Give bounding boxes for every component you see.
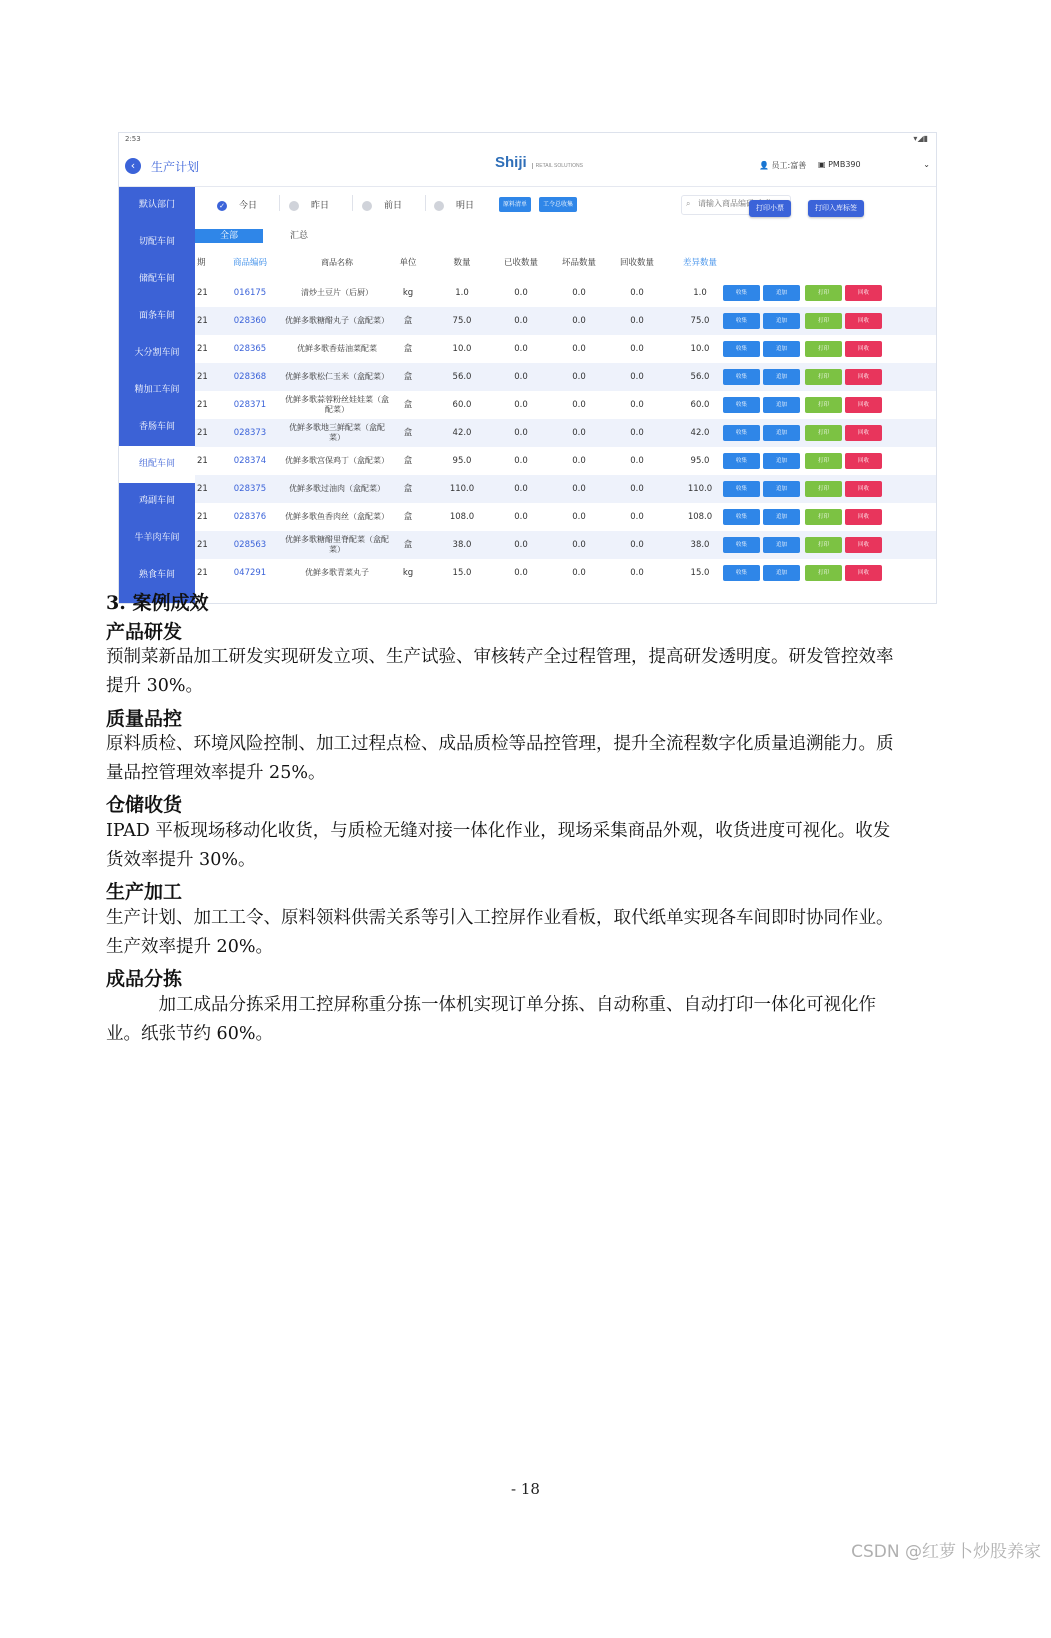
user-name: 员工:富善 bbox=[771, 161, 807, 170]
col-unit: 单位 bbox=[399, 257, 417, 268]
append-button[interactable]: 追加 bbox=[763, 481, 800, 497]
cell-qty: 10.0 bbox=[452, 343, 472, 354]
cell-name: 优鲜多歌青菜丸子 bbox=[305, 568, 369, 578]
paragraph-rd: 预制菜新品加工研发实现研发立项、生产试验、审核转产全过程管理，提高研发透明度。研发管控效率提升 30%。 bbox=[106, 647, 894, 696]
cell-date: 21 bbox=[197, 483, 208, 494]
cell-unit: 盒 bbox=[403, 315, 413, 326]
table-row[interactable] bbox=[195, 475, 936, 503]
cell-recycled: 0.0 bbox=[630, 427, 644, 438]
cell-date: 21 bbox=[197, 371, 208, 382]
cell-code[interactable]: 028368 bbox=[233, 371, 267, 382]
date-radio-tomorrow[interactable] bbox=[434, 198, 474, 211]
cell-recycled: 0.0 bbox=[630, 287, 644, 298]
print-button[interactable]: 打印 bbox=[805, 565, 842, 581]
collect-button[interactable]: 收集 bbox=[723, 369, 760, 385]
sidebar-item[interactable]: 默认部门 bbox=[138, 200, 175, 210]
tab-summary[interactable]: 汇总 bbox=[279, 229, 319, 243]
collect-button[interactable]: 收集 bbox=[723, 425, 760, 441]
append-button[interactable]: 追加 bbox=[763, 509, 800, 525]
cell-qty: 108.0 bbox=[449, 511, 475, 522]
cell-code[interactable]: 028371 bbox=[233, 399, 267, 410]
radio-icon bbox=[362, 201, 372, 211]
cell-name: 优鲜多歌蒜蓉粉丝娃娃菜（盒配菜） bbox=[285, 395, 389, 414]
collect-button[interactable]: 收集 bbox=[723, 509, 760, 525]
cell-qty: 42.0 bbox=[452, 427, 472, 438]
checked-icon: ✓ bbox=[217, 201, 227, 211]
cell-received: 0.0 bbox=[514, 371, 528, 382]
cell-name: 优鲜多歌糖醋里脊配菜（盒配菜） bbox=[285, 535, 389, 554]
app-title: 生产计划 bbox=[151, 160, 200, 174]
divider bbox=[279, 195, 280, 211]
cell-date: 21 bbox=[197, 567, 208, 578]
sidebar-item[interactable]: 精加工车间 bbox=[134, 385, 180, 395]
col-qty: 数量 bbox=[453, 257, 471, 268]
cell-unit: 盒 bbox=[403, 371, 413, 382]
cell-bad: 0.0 bbox=[572, 371, 586, 382]
cell-code[interactable]: 028376 bbox=[233, 511, 267, 522]
cell-received: 0.0 bbox=[514, 427, 528, 438]
cell-diff: 108.0 bbox=[687, 511, 713, 522]
material-list-button[interactable]: 原料清单 bbox=[499, 197, 531, 212]
print-button[interactable]: 打印 bbox=[805, 313, 842, 329]
cell-name: 优鲜多歌宫保鸡丁（盒配菜） bbox=[285, 456, 389, 466]
append-button[interactable]: 追加 bbox=[763, 425, 800, 441]
heading-warehouse: 仓储收货 bbox=[106, 794, 183, 816]
collect-button[interactable]: 收集 bbox=[723, 565, 760, 581]
table-row[interactable] bbox=[195, 503, 936, 531]
cell-diff: 56.0 bbox=[690, 371, 710, 382]
cell-unit: 盒 bbox=[403, 427, 413, 438]
print-button[interactable]: 打印 bbox=[805, 481, 842, 497]
cell-unit: 盒 bbox=[403, 343, 413, 354]
cell-unit: 盒 bbox=[403, 455, 413, 466]
date-radio-yesterday[interactable] bbox=[289, 198, 329, 211]
date-radio-label: 前日 bbox=[384, 201, 403, 211]
cell-qty: 75.0 bbox=[452, 315, 472, 326]
append-button[interactable]: 追加 bbox=[763, 565, 800, 581]
recycle-button[interactable]: 回收 bbox=[845, 341, 882, 357]
collect-button[interactable]: 收集 bbox=[723, 537, 760, 553]
status-time: 2:53 bbox=[125, 135, 141, 143]
sidebar-item[interactable]: 储配车间 bbox=[138, 274, 175, 284]
cell-unit: 盒 bbox=[403, 511, 413, 522]
divider bbox=[425, 195, 426, 211]
sidebar-item[interactable]: 熟食车间 bbox=[138, 570, 175, 580]
cell-date: 21 bbox=[197, 455, 208, 466]
cell-unit: 盒 bbox=[403, 399, 413, 410]
paragraph-sorting: 加工成品分拣采用工控屏称重分拣一体机实现订单分拣、自动称重、自动打印一体化可视化作业。纸张节约 60%。 bbox=[106, 995, 876, 1044]
user-icon: 👤 bbox=[759, 161, 769, 170]
cell-name: 优鲜多歌香菇油菜配菜 bbox=[297, 344, 377, 354]
cell-code[interactable]: 028365 bbox=[233, 343, 267, 354]
collect-button[interactable]: 收集 bbox=[723, 341, 760, 357]
col-diff[interactable]: 差异数量 bbox=[682, 257, 717, 268]
cell-diff: 110.0 bbox=[687, 483, 713, 494]
status-bar bbox=[119, 133, 936, 146]
table-row[interactable] bbox=[195, 307, 936, 335]
cell-recycled: 0.0 bbox=[630, 343, 644, 354]
cell-received: 0.0 bbox=[514, 343, 528, 354]
app-header bbox=[119, 146, 936, 187]
print-receipt-button[interactable]: 打印小票 bbox=[749, 200, 791, 217]
cell-received: 0.0 bbox=[514, 315, 528, 326]
cell-diff: 15.0 bbox=[690, 567, 710, 578]
radio-icon bbox=[434, 201, 444, 211]
recycle-button[interactable]: 回收 bbox=[845, 481, 882, 497]
append-button[interactable]: 追加 bbox=[763, 397, 800, 413]
recycle-button[interactable]: 回收 bbox=[845, 425, 882, 441]
collect-button[interactable]: 收集 bbox=[723, 453, 760, 469]
table-row[interactable] bbox=[195, 279, 936, 307]
cell-date: 21 bbox=[197, 511, 208, 522]
device-info[interactable] bbox=[818, 160, 861, 169]
recycle-button[interactable]: 回收 bbox=[845, 565, 882, 581]
cell-date: 21 bbox=[197, 315, 208, 326]
cell-bad: 0.0 bbox=[572, 399, 586, 410]
cell-recycled: 0.0 bbox=[630, 455, 644, 466]
paragraph-quality: 原料质检、环境风险控制、加工过程点检、成品质检等品控管理，提升全流程数字化质量追溯能力。质量品控管理效率提升 25%。 bbox=[106, 734, 894, 783]
production-table bbox=[195, 247, 936, 587]
print-button[interactable]: 打印 bbox=[805, 425, 842, 441]
back-arrow-icon[interactable]: ‹ bbox=[125, 158, 141, 174]
table-row[interactable] bbox=[195, 419, 936, 447]
cell-bad: 0.0 bbox=[572, 315, 586, 326]
cell-received: 0.0 bbox=[514, 539, 528, 550]
sidebar-item[interactable]: 香肠车间 bbox=[138, 422, 175, 432]
cell-name: 优鲜多歌地三鲜配菜（盒配菜） bbox=[289, 423, 385, 442]
cell-diff: 95.0 bbox=[690, 455, 710, 466]
cell-date: 21 bbox=[197, 399, 208, 410]
cell-name: 优鲜多歌鱼香肉丝（盒配菜） bbox=[285, 512, 389, 522]
cell-date: 21 bbox=[197, 287, 208, 298]
print-button[interactable]: 打印 bbox=[805, 341, 842, 357]
recycle-button[interactable]: 回收 bbox=[845, 313, 882, 329]
cell-diff: 42.0 bbox=[690, 427, 710, 438]
cell-date: 21 bbox=[197, 343, 208, 354]
date-radio-day-before[interactable] bbox=[362, 198, 402, 211]
cell-code[interactable]: 016175 bbox=[233, 287, 267, 298]
print-button[interactable]: 打印 bbox=[805, 369, 842, 385]
cell-qty: 15.0 bbox=[452, 567, 472, 578]
tab-all[interactable]: 全部 bbox=[195, 229, 263, 243]
col-recycled: 回收数量 bbox=[619, 257, 654, 268]
cell-code[interactable]: 047291 bbox=[233, 567, 267, 578]
recycle-button[interactable]: 回收 bbox=[845, 453, 882, 469]
cell-bad: 0.0 bbox=[572, 287, 586, 298]
sidebar-item[interactable]: 牛羊肉车间 bbox=[134, 533, 180, 543]
cell-code[interactable]: 028360 bbox=[233, 315, 267, 326]
cell-received: 0.0 bbox=[514, 287, 528, 298]
date-radio-label: 明日 bbox=[456, 201, 475, 211]
col-received: 已收数量 bbox=[503, 257, 538, 268]
device-name: PMB390 bbox=[828, 160, 861, 169]
cell-received: 0.0 bbox=[514, 455, 528, 466]
cell-received: 0.0 bbox=[514, 399, 528, 410]
cell-recycled: 0.0 bbox=[630, 567, 644, 578]
col-date: 期 bbox=[197, 257, 206, 268]
cell-bad: 0.0 bbox=[572, 511, 586, 522]
search-icon: ⌕ bbox=[686, 199, 691, 208]
cell-recycled: 0.0 bbox=[630, 539, 644, 550]
print-button[interactable]: 打印 bbox=[805, 453, 842, 469]
heading-quality: 质量品控 bbox=[106, 708, 183, 730]
collect-button[interactable]: 收集 bbox=[723, 285, 760, 301]
append-button[interactable]: 追加 bbox=[763, 313, 800, 329]
collect-button[interactable]: 收集 bbox=[723, 481, 760, 497]
cell-bad: 0.0 bbox=[572, 427, 586, 438]
cell-date: 21 bbox=[197, 539, 208, 550]
watermark: CSDN @红萝卜炒股养家 bbox=[851, 1542, 1041, 1562]
paragraph-production: 生产计划、加工工令、原料领料供需关系等引入工控屏作业看板，取代纸单实现各车间即时协同作业。生产效率提升 20%。 bbox=[106, 908, 894, 957]
cell-qty: 95.0 bbox=[452, 455, 472, 466]
cell-bad: 0.0 bbox=[572, 567, 586, 578]
print-storage-label-button[interactable]: 打印入库标签 bbox=[808, 200, 864, 217]
col-bad: 坏品数量 bbox=[561, 257, 596, 268]
recycle-button[interactable]: 回收 bbox=[845, 397, 882, 413]
print-button[interactable]: 打印 bbox=[805, 285, 842, 301]
date-radio-label: 昨日 bbox=[311, 201, 330, 211]
recycle-button[interactable]: 回收 bbox=[845, 369, 882, 385]
cell-code[interactable]: 028373 bbox=[233, 427, 267, 438]
device-icon: ▣ bbox=[818, 160, 826, 169]
sidebar-item[interactable]: 面条车间 bbox=[138, 311, 175, 321]
cell-recycled: 0.0 bbox=[630, 315, 644, 326]
cell-recycled: 0.0 bbox=[630, 483, 644, 494]
cell-diff: 60.0 bbox=[690, 399, 710, 410]
workshop-sidebar bbox=[119, 187, 195, 603]
cell-received: 0.0 bbox=[514, 511, 528, 522]
signal-battery-icon: ▾◢▮ bbox=[913, 134, 928, 143]
cell-recycled: 0.0 bbox=[630, 371, 644, 382]
radio-icon bbox=[289, 201, 299, 211]
append-button[interactable]: 追加 bbox=[763, 341, 800, 357]
cell-unit: kg bbox=[402, 287, 414, 298]
logo-text: Shiji bbox=[495, 154, 527, 171]
cell-unit: kg bbox=[402, 567, 414, 578]
append-button[interactable]: 追加 bbox=[763, 453, 800, 469]
col-code[interactable]: 商品编码 bbox=[232, 257, 267, 268]
print-button[interactable]: 打印 bbox=[805, 537, 842, 553]
cell-diff: 38.0 bbox=[690, 539, 710, 550]
work-order-collect-button[interactable]: 工令总收集 bbox=[539, 197, 577, 212]
page-number: - 18 bbox=[511, 1480, 540, 1498]
cell-qty: 38.0 bbox=[452, 539, 472, 550]
cell-code[interactable]: 028563 bbox=[233, 539, 267, 550]
collect-button[interactable]: 收集 bbox=[723, 397, 760, 413]
tablet-screenshot bbox=[118, 132, 937, 604]
cell-diff: 1.0 bbox=[693, 287, 707, 298]
cell-qty: 1.0 bbox=[455, 287, 469, 298]
cell-unit: 盒 bbox=[403, 539, 413, 550]
table-row[interactable] bbox=[195, 335, 936, 363]
user-info[interactable] bbox=[759, 160, 806, 171]
date-radio-label: 今日 bbox=[239, 201, 258, 211]
main-panel bbox=[195, 187, 936, 603]
sidebar-item[interactable]: 大分割车间 bbox=[134, 348, 180, 358]
table-row[interactable] bbox=[195, 447, 936, 475]
col-name: 商品名称 bbox=[321, 258, 353, 268]
cell-recycled: 0.0 bbox=[630, 511, 644, 522]
sidebar-item[interactable]: 切配车间 bbox=[138, 237, 175, 247]
shiji-logo bbox=[495, 154, 583, 171]
append-button[interactable]: 追加 bbox=[763, 369, 800, 385]
date-radio-today[interactable] bbox=[217, 198, 257, 211]
cell-name: 清炒土豆片（后厨） bbox=[301, 288, 373, 298]
sidebar-item-active[interactable]: 组配车间 bbox=[119, 446, 195, 483]
table-row[interactable] bbox=[195, 559, 936, 587]
section-title: 3. 案例成效 bbox=[106, 592, 209, 614]
recycle-button[interactable]: 回收 bbox=[845, 509, 882, 525]
recycle-button[interactable]: 回收 bbox=[845, 537, 882, 553]
heading-sorting: 成品分拣 bbox=[106, 968, 183, 990]
table-row[interactable] bbox=[195, 531, 936, 559]
cell-name: 优鲜多歌糖醋丸子（盒配菜） bbox=[285, 316, 389, 326]
cell-received: 0.0 bbox=[514, 483, 528, 494]
cell-code[interactable]: 028375 bbox=[233, 483, 267, 494]
cell-qty: 110.0 bbox=[449, 483, 475, 494]
heading-production: 生产加工 bbox=[106, 881, 183, 903]
cell-qty: 60.0 bbox=[452, 399, 472, 410]
cell-diff: 10.0 bbox=[690, 343, 710, 354]
cell-bad: 0.0 bbox=[572, 343, 586, 354]
heading-rd: 产品研发 bbox=[106, 621, 183, 643]
table-row[interactable] bbox=[195, 363, 936, 391]
cell-bad: 0.0 bbox=[572, 539, 586, 550]
chevron-down-icon[interactable]: ⌄ bbox=[923, 160, 930, 169]
paragraph-warehouse: IPAD 平板现场移动化收货，与质检无缝对接一体化作业，现场采集商品外观，收货进度可视化。收发货效率提升 30%。 bbox=[106, 821, 891, 870]
cell-name: 优鲜多歌松仁玉米（盒配菜） bbox=[285, 372, 389, 382]
sidebar-item[interactable]: 鸡副车间 bbox=[138, 496, 175, 506]
cell-qty: 56.0 bbox=[452, 371, 472, 382]
collect-button[interactable]: 收集 bbox=[723, 313, 760, 329]
table-body bbox=[195, 279, 936, 587]
print-button[interactable]: 打印 bbox=[805, 509, 842, 525]
logo-subtext: RETAIL SOLUTIONS bbox=[532, 163, 583, 169]
append-button[interactable]: 追加 bbox=[763, 285, 800, 301]
cell-bad: 0.0 bbox=[572, 455, 586, 466]
cell-bad: 0.0 bbox=[572, 483, 586, 494]
cell-code[interactable]: 028374 bbox=[233, 455, 267, 466]
cell-name: 优鲜多歌过油肉（盒配菜） bbox=[289, 484, 385, 494]
cell-diff: 75.0 bbox=[690, 315, 710, 326]
cell-recycled: 0.0 bbox=[630, 399, 644, 410]
print-button[interactable]: 打印 bbox=[805, 397, 842, 413]
cell-unit: 盒 bbox=[403, 483, 413, 494]
recycle-button[interactable]: 回收 bbox=[845, 285, 882, 301]
table-header bbox=[195, 247, 936, 279]
table-row[interactable] bbox=[195, 391, 936, 419]
divider bbox=[352, 195, 353, 211]
cell-received: 0.0 bbox=[514, 567, 528, 578]
append-button[interactable]: 追加 bbox=[763, 537, 800, 553]
cell-date: 21 bbox=[197, 427, 208, 438]
